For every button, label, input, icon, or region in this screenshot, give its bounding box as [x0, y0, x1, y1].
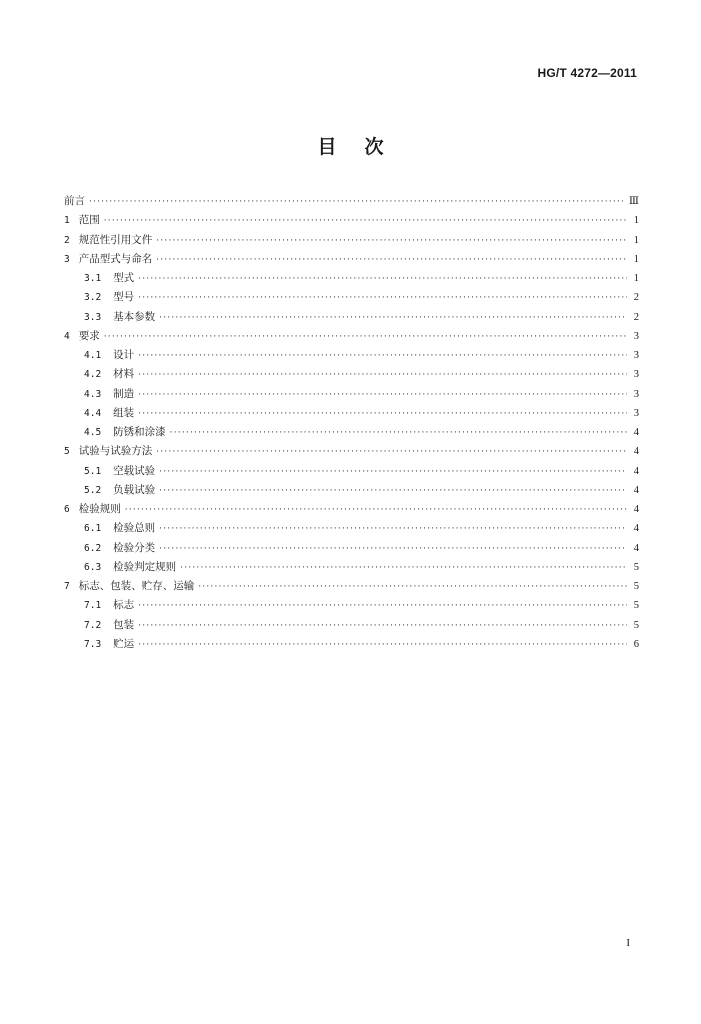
toc-dot-leader	[156, 232, 627, 251]
toc-dot-leader	[125, 501, 627, 520]
toc-entry[interactable]	[64, 365, 639, 384]
toc-entry-page: 6	[633, 638, 639, 650]
toc-dot-leader	[104, 328, 627, 347]
toc-entry[interactable]	[64, 462, 639, 481]
toc-entry-page: 2	[633, 292, 639, 304]
toc-dot-leader	[159, 463, 627, 482]
toc-entry-label: 型式	[113, 272, 135, 284]
toc-dot-leader	[138, 270, 627, 289]
toc-entry[interactable]	[64, 500, 639, 519]
toc-entry-page: 4	[633, 523, 639, 535]
toc-entry-number: 3	[64, 253, 70, 265]
toc-entry-label: 前言	[64, 195, 85, 207]
toc-entry-number: 6	[64, 504, 70, 515]
toc-title: 目次	[317, 136, 412, 158]
toc-entry-number: 2	[64, 234, 70, 246]
toc-dot-leader	[138, 597, 627, 616]
toc-entry-page: 4	[633, 484, 639, 496]
toc-dot-leader	[104, 212, 627, 231]
toc-dot-leader	[138, 386, 627, 405]
toc-dot-leader	[159, 540, 627, 559]
toc-entry-label: 标志	[113, 599, 135, 612]
toc-entry-label: 防锈和涂漆	[113, 426, 166, 438]
toc-entry[interactable]	[64, 192, 639, 211]
toc-entry[interactable]	[64, 481, 639, 500]
toc-entry-number: 5.2	[84, 484, 102, 496]
toc-entry-label: 标志、包装、贮存、运输	[78, 580, 195, 592]
toc-entry-label: 材料	[113, 368, 135, 381]
toc-entry-page: 3	[633, 330, 639, 342]
toc-entry-page: 5	[633, 581, 639, 592]
toc-entry[interactable]	[64, 269, 639, 288]
toc-entry-label: 贮运	[113, 637, 135, 650]
toc-entry-number: 7	[64, 581, 70, 592]
toc-entry-page: 5	[633, 561, 639, 573]
toc-entry-page: Ⅲ	[628, 196, 639, 207]
page-number: I	[626, 937, 630, 949]
toc-entry[interactable]	[64, 635, 639, 654]
toc-dot-leader	[170, 424, 627, 443]
toc-entry[interactable]	[64, 519, 639, 538]
toc-entry[interactable]	[64, 442, 639, 461]
toc-entry[interactable]	[64, 423, 639, 442]
toc-entry[interactable]	[64, 558, 639, 577]
toc-entry-number: 4	[64, 330, 70, 342]
toc-entry-number: 6.1	[84, 523, 102, 535]
standard-code: HG/T 4272—2011	[537, 66, 637, 80]
toc-entry-label: 试验与试验方法	[78, 445, 153, 458]
toc-entry[interactable]	[64, 539, 639, 558]
toc-dot-leader	[138, 347, 627, 366]
toc-entry-label: 负载试验	[113, 483, 156, 496]
toc-dot-leader	[138, 617, 627, 636]
toc-entry-number: 6.3	[84, 561, 102, 573]
toc-entry-page: 4	[633, 465, 639, 477]
toc-entry-label: 要求	[78, 329, 100, 342]
toc-entry-page: 1	[633, 253, 639, 265]
toc-entry-number: 4.1	[84, 350, 102, 361]
toc-entry-page: 4	[633, 446, 639, 458]
toc-dot-leader	[198, 578, 627, 597]
toc-entry-label: 组装	[113, 406, 135, 419]
toc-entry[interactable]	[64, 596, 639, 615]
toc-entry-label: 检验分类	[113, 541, 156, 554]
toc-entry-page: 4	[633, 427, 639, 438]
toc-entry-label: 检验判定规则	[113, 560, 177, 573]
toc-entry[interactable]	[64, 308, 639, 327]
toc-entry-number: 3.2	[84, 292, 102, 304]
toc-entry-page: 3	[633, 369, 639, 381]
toc-entry-page: 1	[633, 273, 639, 284]
toc-dot-leader	[159, 520, 627, 539]
toc-dot-leader	[159, 482, 627, 501]
toc-entry-page: 4	[633, 542, 639, 554]
toc-entry-label: 检验总则	[113, 522, 156, 535]
toc-entry-page: 5	[633, 600, 639, 612]
toc-dot-leader	[138, 289, 627, 308]
toc-dot-leader	[138, 405, 627, 424]
toc-entry-label: 设计	[113, 349, 135, 361]
toc-entry-label: 型号	[113, 291, 135, 304]
toc-entry-label: 产品型式与命名	[78, 252, 153, 265]
toc-entry-label: 检验规则	[78, 503, 121, 515]
table-of-contents	[64, 192, 639, 654]
toc-entry-label: 制造	[113, 387, 135, 400]
toc-entry-page: 1	[633, 234, 639, 246]
toc-entry-page: 5	[633, 619, 639, 631]
toc-dot-leader	[138, 636, 627, 655]
toc-entry[interactable]	[64, 404, 639, 423]
toc-entry[interactable]	[64, 346, 639, 365]
toc-entry-number: 5	[64, 446, 70, 458]
toc-entry-number: 6.2	[84, 542, 102, 554]
toc-entry-page: 3	[633, 350, 639, 361]
toc-entry[interactable]	[64, 577, 639, 596]
toc-entry-page: 3	[633, 407, 639, 419]
toc-entry[interactable]	[64, 211, 639, 230]
toc-entry-label: 规范性引用文件	[78, 233, 153, 246]
toc-entry[interactable]	[64, 231, 639, 250]
toc-entry-page: 4	[633, 504, 639, 515]
toc-entry-number: 3.3	[84, 311, 102, 323]
toc-dot-leader	[89, 193, 625, 212]
toc-entry-number: 3.1	[84, 273, 102, 284]
toc-entry-number: 1	[64, 215, 70, 227]
toc-entry[interactable]	[64, 616, 639, 635]
toc-entry-number: 7.1	[84, 600, 102, 612]
toc-entry[interactable]	[64, 250, 639, 269]
toc-entry-number: 4.2	[84, 369, 102, 381]
toc-entry-label: 范围	[78, 214, 100, 227]
toc-entry-number: 5.1	[84, 465, 102, 477]
toc-entry-label: 包装	[113, 618, 135, 631]
toc-entry-number: 7.2	[84, 619, 102, 631]
toc-entry-page: 3	[633, 388, 639, 400]
toc-entry-number: 4.3	[84, 388, 102, 400]
toc-entry[interactable]	[64, 385, 639, 404]
toc-entry-page: 1	[633, 215, 639, 227]
toc-entry-number: 7.3	[84, 638, 102, 650]
toc-entry[interactable]	[64, 327, 639, 346]
toc-dot-leader	[156, 443, 627, 462]
toc-entry-number: 4.4	[84, 407, 102, 419]
toc-entry-label: 空载试验	[113, 464, 156, 477]
toc-entry-page: 2	[633, 311, 639, 323]
toc-dot-leader	[138, 366, 627, 385]
toc-entry-number: 4.5	[84, 427, 102, 438]
toc-entry[interactable]	[64, 288, 639, 307]
toc-dot-leader	[156, 251, 627, 270]
toc-entry-label: 基本参数	[113, 310, 156, 323]
toc-dot-leader	[159, 309, 627, 328]
toc-dot-leader	[180, 559, 627, 578]
